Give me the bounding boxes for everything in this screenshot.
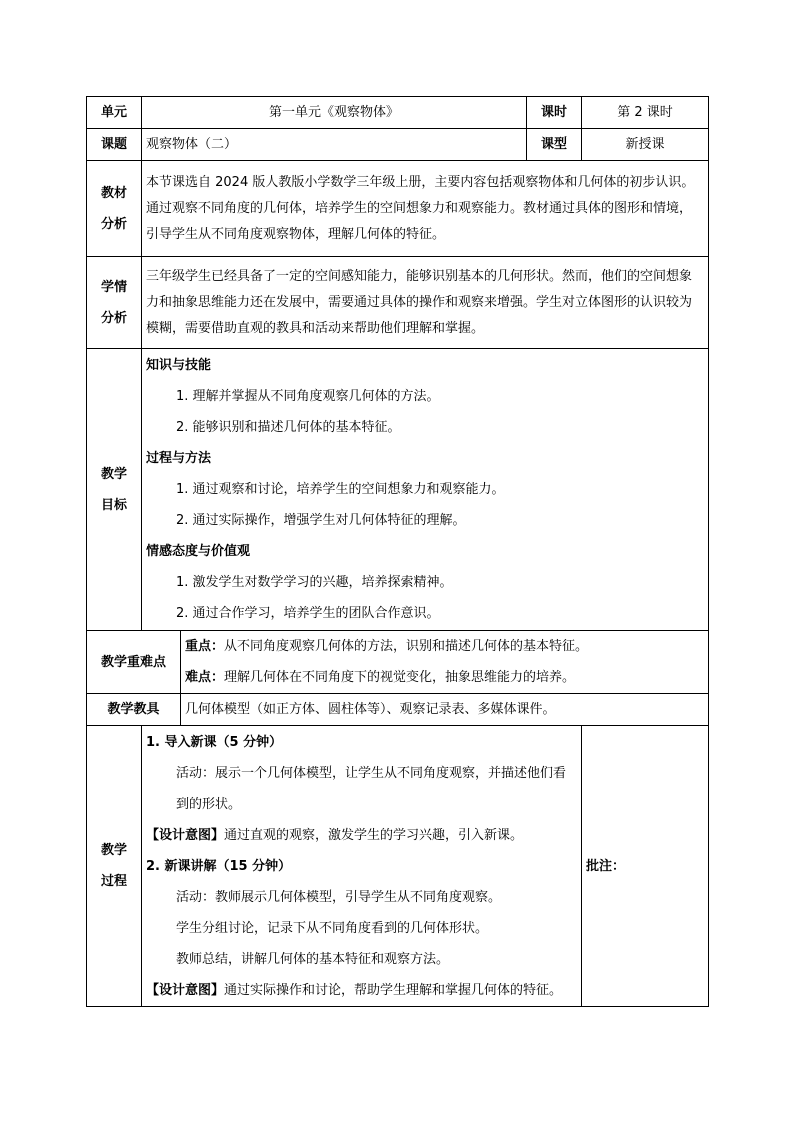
lesson-plan-table — [86, 96, 709, 1007]
step2-intent: 通过实际操作和讨论，帮助学生理解和掌握几何体的特征。 — [224, 982, 563, 998]
process-content — [142, 726, 582, 1007]
key-points-label: 教学重难点 — [87, 631, 181, 694]
goal-item: 1. 理解并掌握从不同角度观察几何体的方法。 — [176, 389, 440, 404]
students-label: 学情 分析 — [87, 257, 142, 349]
step2-line: 学生分组讨论，记录下从不同角度看到的几何体形状。 — [176, 920, 489, 936]
step1-activity: 活动：展示一个几何体模型，让学生从不同角度观察，并描述他们看到的形状。 — [176, 765, 567, 812]
step1-intent-label: 【设计意图】 — [146, 827, 225, 843]
topic-value: 观察物体（二） — [142, 129, 527, 161]
key-points-content — [181, 631, 709, 694]
step2-line: 活动：教师展示几何体模型，引导学生从不同角度观察。 — [176, 889, 502, 905]
focus-label: 重点： — [185, 639, 225, 654]
type-label: 课型 — [527, 129, 582, 161]
focus-text: 从不同角度观察几何体的方法，识别和描述几何体的基本特征。 — [224, 639, 589, 654]
topic-label: 课题 — [87, 129, 142, 161]
step2-title: 2. 新课讲解（15 分钟） — [146, 858, 292, 874]
notes-label: 批注： — [582, 726, 709, 1007]
goal-item: 2. 通过合作学习，培养学生的团队合作意识。 — [176, 606, 440, 621]
goal-item: 1. 激发学生对数学学习的兴趣，培养探索精神。 — [176, 575, 453, 590]
unit-label: 单元 — [87, 97, 142, 129]
process-label: 教学 过程 — [87, 726, 142, 1007]
period-value: 第 2 课时 — [582, 97, 709, 129]
goal-heading-knowledge: 知识与技能 — [146, 358, 212, 373]
material-text: 本节课选自 2024 版人教版小学数学三年级上册，主要内容包括观察物体和几何体的初步认识。通过观察不同角度的几何体，培养学生的空间想象力和观察能力。教材通过具体的图形和情境，引导学生从不同角度观察物体，理解几何体的特征。 — [142, 161, 709, 257]
goals-label: 教学 目标 — [87, 349, 142, 631]
students-text: 三年级学生已经具备了一定的空间感知能力，能够识别基本的几何形状。然而，他们的空间想象力和抽象思维能力还在发展中，需要通过具体的操作和观察来增强。学生对立体图形的认识较为模糊，需要借助直观的教具和活动来帮助他们理解和掌握。 — [142, 257, 709, 349]
aids-label: 教学教具 — [87, 694, 181, 726]
goal-heading-process: 过程与方法 — [146, 451, 212, 466]
goal-item: 2. 通过实际操作，增强学生对几何体特征的理解。 — [176, 513, 466, 528]
type-value: 新授课 — [582, 129, 709, 161]
goal-item: 2. 能够识别和描述几何体的基本特征。 — [176, 420, 401, 435]
step2-line: 教师总结，讲解几何体的基本特征和观察方法。 — [176, 951, 450, 967]
step1-title: 1. 导入新课（5 分钟） — [146, 734, 283, 750]
material-label: 教材 分析 — [87, 161, 142, 257]
goal-item: 1. 通过观察和讨论，培养学生的空间想象力和观察能力。 — [176, 482, 505, 497]
goal-heading-attitude: 情感态度与价值观 — [146, 544, 251, 559]
goals-content — [142, 349, 709, 631]
step2-intent-label: 【设计意图】 — [146, 982, 225, 998]
step1-intent: 通过直观的观察，激发学生的学习兴趣，引入新课。 — [224, 827, 524, 843]
period-label: 课时 — [527, 97, 582, 129]
difficulty-label: 难点： — [185, 670, 225, 685]
aids-text: 几何体模型（如正方体、圆柱体等）、观察记录表、多媒体课件。 — [181, 694, 709, 726]
difficulty-text: 理解几何体在不同角度下的视觉变化，抽象思维能力的培养。 — [224, 670, 576, 685]
unit-value: 第一单元《观察物体》 — [142, 97, 527, 129]
